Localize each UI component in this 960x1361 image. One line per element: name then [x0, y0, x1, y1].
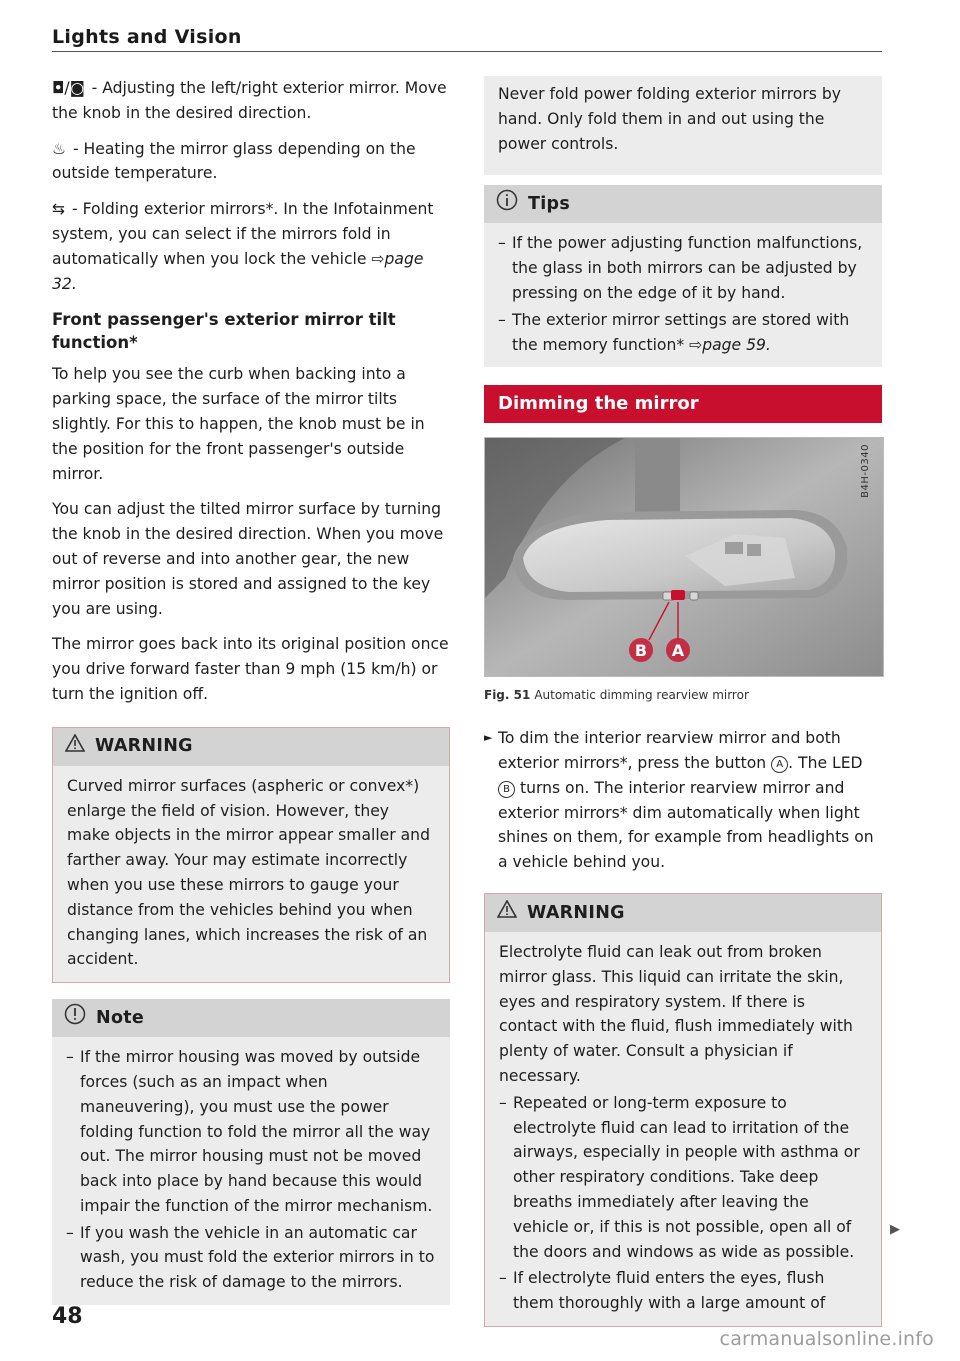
note-exclamation-icon [64, 1003, 86, 1033]
note-box [52, 999, 450, 1305]
continue-arrow-icon: ▶ [890, 1222, 900, 1237]
warning-title: WARNING [95, 736, 193, 757]
info-icon [496, 189, 518, 219]
step-arrow-icon: ► [484, 731, 493, 745]
mirror-adjust-paragraph: ◘/◙ - Adjusting the left/right exterior mirror. Move the knob in the desired direction. [52, 79, 447, 122]
mirror-heat-paragraph: ♨ - Heating the mirror glass depending on the outside temperature. [52, 139, 416, 183]
dim-instruction: ► To dim the interior rearview mirror and both exterior mirrors*, press the button A . The LED B turns on. The interior rearview mirror and exterior mirrors* dim automatically when light shines on them, for example from headlights on a vehicle behind you. [484, 726, 882, 875]
figure-code: B4H-0340 [860, 444, 872, 499]
left-column [52, 76, 450, 1319]
section-banner: Dimming the mirror [484, 385, 882, 423]
warning-title: WARNING [527, 902, 625, 923]
watermark: carmanualsonline.info [719, 1328, 934, 1350]
figure-caption: Fig. 51 Automatic dimming rearview mirror [484, 688, 749, 703]
warning-header [53, 728, 449, 766]
mirror-fold-paragraph: ⇆ - Folding exterior mirrors*. In the Infotainment system, you can select if the mirrors fold in automatically when you lock the vehicle ⇨page 32. [52, 200, 434, 293]
warning-text: Electrolyte fluid can leak out from broken mirror glass. This liquid can irritate the skin, eyes and respiratory system. If there is contact with the fluid, flush immediately with plenty of water. Consult a physician if necessary. [499, 942, 853, 1085]
note-item: – If you wash the vehicle in an automatic car wash, you must fold the exterior mirrors in to reduce the risk of damage to the mirrors. [66, 1221, 436, 1295]
warning-triangle-icon [65, 734, 85, 760]
tilt-paragraph-2: You can adjust the tilted mirror surface by turning the knob in the desired direction. When you move out of reverse and into another gear, the new mirror position is stored and assigned to the key you are using. [52, 500, 444, 618]
tips-item: – The exterior mirror settings are stored with the memory function* ⇨page 59. [498, 308, 868, 358]
mirror-heat-icon: ♨ [52, 139, 66, 158]
label-b: B [634, 641, 648, 661]
warning-box [52, 727, 450, 983]
tips-header [484, 185, 882, 223]
right-column [484, 76, 882, 1341]
rearview-mirror-illustration [485, 438, 883, 676]
label-a: A [671, 641, 685, 661]
warning-item: – Repeated or long-term exposure to electrolyte fluid can lead to irritation of the airways, especially in people with asthma or other respiratory conditions. Take deep breaths immediately after leaving the vehicle or, if this is not possible, open all of the doors and windows as wide as possible. [499, 1091, 867, 1265]
rearview-mirror-figure [484, 437, 884, 677]
electrolyte-warning-box [484, 893, 882, 1327]
warning-body [485, 932, 881, 1326]
led-b-ref: B [498, 781, 515, 798]
page-number: 48 [52, 1304, 83, 1329]
note-header [52, 999, 450, 1037]
tilt-paragraph-3: The mirror goes back into its original position once you drive forward faster than 9 mph (15 km/h) or turn the ignition off. [52, 635, 449, 703]
warning-text: Curved mirror surfaces (aspheric or convex*) enlarge the field of vision. However, they make objects in the mirror appear smaller and farther away. Your may estimate incorrectly when you use these mirrors to gauge your distance from the vehicles behind you when changing lanes, which increases the risk of an accident. [67, 776, 430, 969]
warning-header [485, 894, 881, 932]
warning-item: – If electrolyte fluid enters the eyes, flush them thoroughly with a large amount of [499, 1266, 867, 1316]
tilt-paragraph-1: To help you see the curb when backing into a parking space, the surface of the mirror tilts slightly. For this to happen, the knob must be in the position for the front passenger's outside mirror. [52, 365, 425, 483]
warning-body [53, 766, 449, 982]
page-ref-link[interactable]: ⇨page 32. [52, 249, 424, 293]
tips-body [484, 223, 882, 367]
note-body [52, 1037, 450, 1305]
section-title: Lights and Vision [52, 26, 242, 48]
note-item: – If the mirror housing was moved by outside forces (such as an impact when maneuvering), you must use the power folding function to fold the mirror all the way out. The mirror housing must not be moved back into place by hand because this would impair the function of the mirror mechanism. [66, 1045, 436, 1219]
tilt-function-heading: Front passenger's exterior mirror tilt function* [52, 310, 396, 353]
note-title: Note [96, 1007, 145, 1028]
header-divider [52, 51, 882, 52]
mirror-fold-icon: ⇆ [52, 200, 66, 219]
note-continuation [484, 76, 882, 175]
mirror-select-icon: ◘/◙ [52, 79, 85, 97]
tips-box [484, 185, 882, 367]
note-continuation-text: Never fold power folding exterior mirrors by hand. Only fold them in and out using the power controls. [498, 85, 841, 153]
tips-title: Tips [528, 193, 571, 214]
page-ref-link[interactable]: ⇨page 59. [689, 335, 771, 354]
tips-item: – If the power adjusting function malfunctions, the glass in both mirrors can be adjusted by pressing on the edge of it by hand. [498, 231, 868, 305]
button-a-ref: A [771, 756, 788, 773]
warning-triangle-icon [497, 900, 517, 926]
